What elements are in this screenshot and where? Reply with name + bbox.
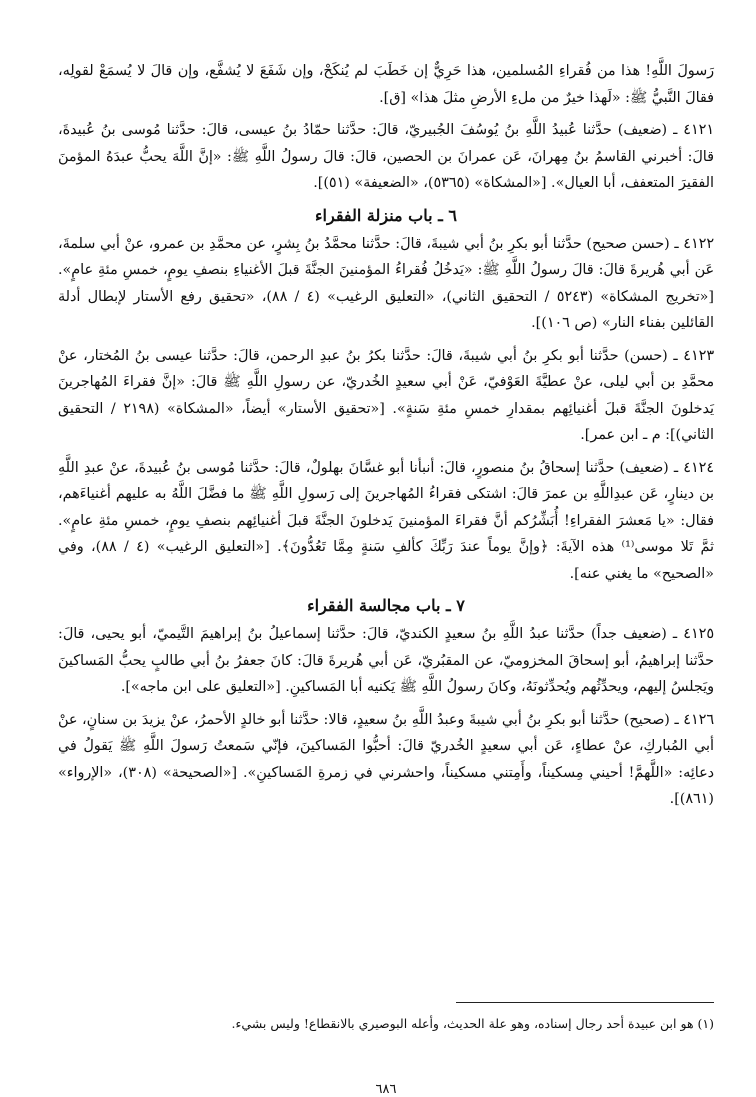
- chapter-heading-6: ٦ ـ باب منزلة الفقراء: [315, 205, 457, 225]
- page: [58, 58, 714, 1097]
- hadith-4126: ٤١٢٦ ـ (صحيح) حدَّثنا أبو بكرِ بنُ أبي شيبةَ وعبدُ اللَّهِ بنُ سعيدٍ، قالا: حدَّثنا أبو خالدٍ الأحمرُ، عنْ يزيدَ بن سنانٍ، عنْ أبي المُباركِ، عنْ عطاءٍ، عَن أبي سعيدٍ الخُدريّ قالَ: أحبُّوا المَساكينَ، فإنّي سَمعتُ رَسولَ اللَّهِ ﷺ يَقولُ في دعائِه: «اللَّهمَّ! أحيني مِسكيناً، وأَمِتني مسكيناً، واحشرني في زمرةِ المَساكينِ». [«الصحيحة» (٣٠٨)، «الإرواء» (٨٦١)].: [58, 711, 714, 807]
- page-number: ٦٨٦: [375, 1082, 397, 1097]
- hadith-4124: ٤١٢٤ ـ (ضعيف) حدَّثنا إسحاقُ بنُ منصورٍ، قالَ: أنبأنا أبو غسَّانَ بهلولٌ، قالَ: حدَّثنا مُوسى بنُ عُبيدةَ، عنْ عبدِ اللَّهِ بن دينارٍ، عَن عبدِاللَّهِ بن عمرَ قالَ: اشتكى فقراءُ المُهاجرينَ إلى رَسولِ اللَّهِ ﷺ ما فضَّلَ اللَّهُ به عليهم أغنياءَهم، فقال: «يا مَعشرَ الفقراءِ! أُبَشِّرُكم أنَّ فقراءَ المؤمنينَ يَدخلونَ الجنَّةَ قبلَ أغنيائِهم بنصفِ يومٍ، خمسِ مئةِ عامٍ». ثمَّ تَلا موسى⁽¹⁾ هذه الآيةَ: ﴿وإنَّ يوماً عندَ رَبِّكَ كألفِ سَنةٍ مِمَّا تَعُدُّونَ﴾. [«التعليق الرغيب» (٤ / ٨٨)، وفي «الصحيح» ما يغني عنه].: [58, 459, 714, 582]
- hadith-4123: ٤١٢٣ ـ (حسن) حدَّثنا أبو بكرِ بنُ أبي شيبةَ، قالَ: حدَّثنا بكرُ بنُ عبدِ الرحمن، قالَ: حدَّثنا عيسى بنُ المُختار، عنْ محمَّدِ بن أبي ليلى، عنْ عطيَّةَ العَوْفيّ، عَنْ أبي سعيدٍ الخُدريّ، عن رسولِ اللَّهِ ﷺ قالَ: «إنَّ فقراءَ المُهاجرينَ يَدخلونَ الجنَّةَ قبلَ أغنيائِهم بمقدارِ خمسِ مئةِ سَنةٍ». [«تحقيق الأستار» أيضاً، «المشكاة» (٢١٩٨ / التحقيق الثاني)]: م ـ ابن عمر].: [58, 347, 714, 443]
- hadith-4121: ٤١٢١ ـ (ضعيف) حدَّثنا عُبيدُ اللَّهِ بنُ يُوسُفَ الجُبيريّ، قالَ: حدَّثنا حمّادُ بنُ عيسى، قالَ: حدَّثنا مُوسى بنُ عُبيدةَ، قالَ: أخبرني القاسمُ بنُ مِهرانَ، عَن عمرانَ بن الحصين، قالَ: قالَ رسولُ اللَّهِ ﷺ: «إنَّ اللَّهَ يحبُّ عبدَهُ المؤمنَ الفقيرَ المتعفف، أبا العيال». [«المشكاة» (٥٣٦٥)، «الضعيفة» (٥١)].: [58, 122, 714, 191]
- paragraph-continuation: رَسولَ اللَّهِ! هذا من فُقراءِ المُسلمين، هذا حَرِيٌّ إن خَطَبَ لم يُنكَحْ، وإن شَفَعَ لا يُشفَّع، وإن قالَ لا يُسمَعْ لقولِه، فقالَ النَّبيُّ ﷺ: «لَهذا خيرٌ من ملءِ الأرضِ مثلَ هذا» [ق].: [58, 63, 714, 106]
- hadith-4122: ٤١٢٢ ـ (حسن صحيح) حدَّثنا أبو بكرِ بنُ أبي شيبةَ، قالَ: حدَّثنا محمَّدُ بنُ بِشرٍ، عن محمَّدِ بن عمرو، عنْ أبي سلمةَ، عَن أبي هُريرةَ قالَ: قالَ رسولُ اللَّهِ ﷺ: «يَدخُلُ فُقراءُ المؤمنينَ الجنَّةَ قبلَ الأغنياءِ بنصفِ يومٍ، خمسِ مئةِ عامٍ». [«تخريج المشكاة» (٥٢٤٣ / التحقيق الثاني)، «التعليق الرغيب» (٤ / ٨٨)، «تحقيق رفع الأستار لإبطال أدلة القائلين بفناء النار» (ص ١٠٦)].: [58, 235, 714, 331]
- footnote-separator: [456, 1002, 714, 1003]
- chapter-heading-7: ٧ ـ باب مجالسة الفقراء: [307, 596, 465, 615]
- footnote: (١) هو ابن عبيدة أحد رجال إسناده، وهو علة الحديث، وأعله البوصيري بالانقطاع! وليس بشيء.: [231, 1016, 714, 1031]
- main-text: [58, 58, 714, 813]
- hadith-4125: ٤١٢٥ ـ (ضعيف جداً) حدَّثنا عبدُ اللَّهِ بنُ سعيدٍ الكنديّ، قالَ: حدَّثنا إسماعيلُ بنُ إبراهيمَ التَّيميّ، أبو يحيى، قالَ: حدَّثنا إبراهيمُ، أبو إسحاقَ المخزوميّ، عن المقبُريّ، عَن أبي هُريرةَ قالَ: كانَ جعفرُ بنُ أبي طالبٍ يحبُّ المَساكينَ ويَجلسُ إليهم، ويحدِّثُهم ويُحدِّثونَهُ، وكانَ رسولُ اللَّهِ ﷺ يَكنيه أبا المَساكينِ. [«التعليق على ابن ماجه»].: [58, 626, 714, 695]
